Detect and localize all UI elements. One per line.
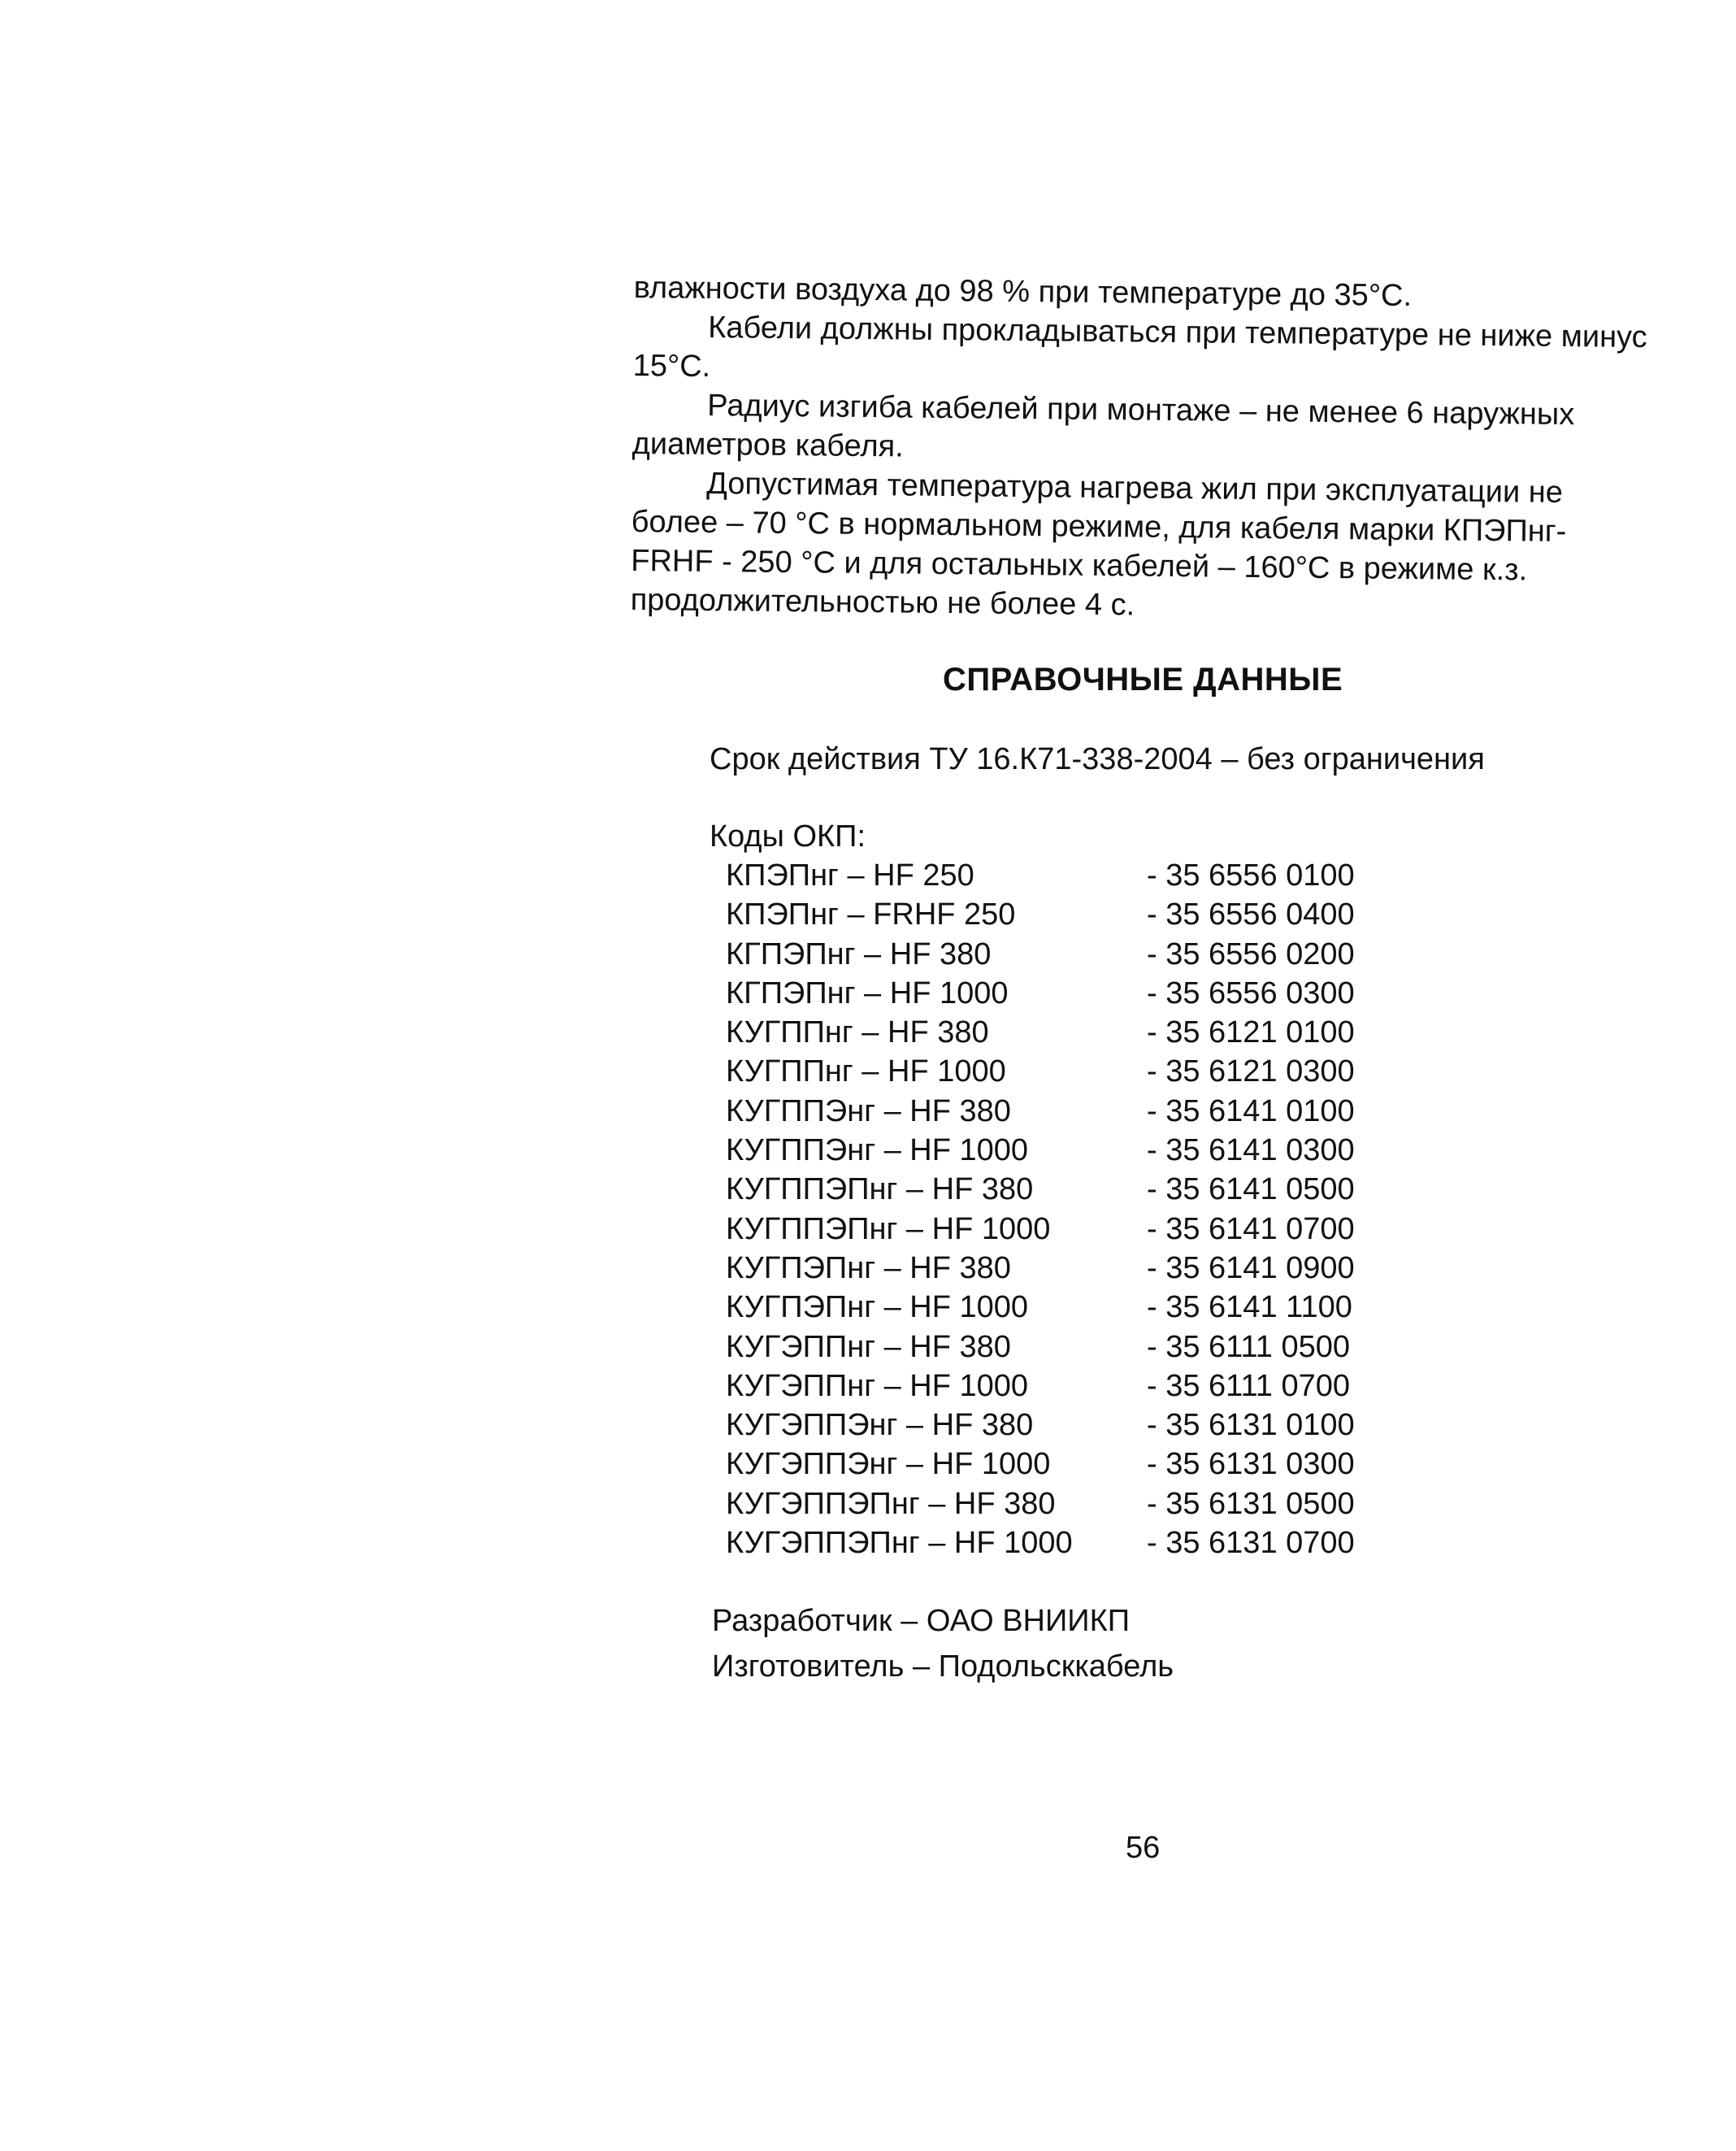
okp-code: - 35 6556 0300 [1147, 976, 1355, 1010]
cable-mark: КУГПЭПнг – HF 380 [726, 1250, 1011, 1285]
okp-code: - 35 6141 0500 [1147, 1172, 1355, 1207]
code-row [726, 1170, 1355, 1209]
cable-mark: КУГППЭнг – HF 380 [726, 1093, 1011, 1128]
okp-code: - 35 6121 0300 [1147, 1054, 1355, 1089]
code-row [726, 1092, 1355, 1131]
cable-mark: КУГППЭПнг – HF 380 [726, 1172, 1034, 1207]
section-heading: СПРАВОЧНЫЕ ДАННЫЕ [943, 662, 1343, 697]
okp-code: - 35 6141 0700 [1147, 1211, 1355, 1246]
code-row [726, 1052, 1355, 1091]
okp-code: - 35 6111 0700 [1147, 1368, 1351, 1403]
okp-code: - 35 6131 0300 [1147, 1447, 1355, 1482]
paragraph-heating-temperature: Допустимая температура нагрева жил при эксплуатации не более – 70 °С в нормальном режиме, для кабеля марки КПЭПнг-FRHF - 250 °С и для остальных кабелей – 160°С в режиме к.з. продолжительностью не более 4 с. [630, 466, 1567, 623]
okp-codes-table [726, 856, 1355, 1562]
credits [712, 1598, 1174, 1689]
cable-mark: КУГПЭПнг – HF 1000 [726, 1290, 1029, 1325]
code-row [726, 1406, 1355, 1445]
validity-term: Срок действия ТУ 16.К71-338-2004 – без ограничения [710, 742, 1485, 776]
code-row [726, 1445, 1355, 1484]
okp-code: - 35 6556 0400 [1147, 897, 1355, 932]
okp-code: - 35 6556 0200 [1147, 936, 1355, 971]
okp-code: - 35 6141 0100 [1147, 1093, 1355, 1128]
code-row [726, 974, 1355, 1013]
okp-code: - 35 6131 0100 [1147, 1408, 1355, 1443]
cable-mark: КУГЭППЭПнг – HF 380 [726, 1486, 1056, 1521]
cable-mark: КГПЭПнг – HF 1000 [726, 976, 1009, 1010]
developer-line: Разработчик – ОАО ВНИИКП [712, 1604, 1131, 1638]
cable-mark: КУГЭППнг – HF 380 [726, 1329, 1011, 1364]
okp-code: - 35 6556 0100 [1147, 858, 1355, 893]
okp-code: - 35 6131 0700 [1147, 1526, 1355, 1561]
code-row [726, 935, 1355, 974]
paragraph-laying-temperature: Кабели должны прокладываться при температуре не ниже минус 15°С. [632, 310, 1647, 384]
cable-mark: КПЭПнг – HF 250 [726, 858, 974, 893]
code-row [726, 1288, 1355, 1327]
cable-mark: КГПЭПнг – HF 380 [726, 936, 992, 971]
code-row [726, 1523, 1355, 1562]
code-row [726, 1131, 1355, 1170]
cable-mark: КУГППЭПнг – HF 1000 [726, 1211, 1051, 1246]
okp-code: - 35 6131 0500 [1147, 1486, 1355, 1521]
code-row [726, 1367, 1355, 1406]
manufacturer-line: Изготовитель – Подольсккабель [712, 1649, 1174, 1684]
body-text [630, 268, 1649, 630]
cable-mark: КУГЭППЭПнг – HF 1000 [726, 1526, 1073, 1561]
cable-mark: КУГЭППЭнг – HF 1000 [726, 1447, 1051, 1482]
code-row [726, 1484, 1355, 1523]
code-row [726, 1328, 1355, 1367]
code-row [726, 1210, 1355, 1249]
page-number: 56 [1126, 1831, 1161, 1865]
cable-mark: КУГЭППнг – HF 1000 [726, 1368, 1029, 1403]
okp-code: - 35 6141 0300 [1147, 1133, 1355, 1168]
cable-mark: КУГППЭнг – HF 1000 [726, 1133, 1029, 1168]
okp-code: - 35 6141 0900 [1147, 1250, 1355, 1285]
okp-codes-title: Коды ОКП: [710, 819, 866, 854]
paragraph-bend-radius: Радиус изгиба кабелей при монтаже – не менее 6 наружных диаметров кабеля. [631, 388, 1575, 464]
code-row [726, 1013, 1355, 1052]
cable-mark: КУГППнг – HF 1000 [726, 1054, 1006, 1089]
code-row [726, 1249, 1355, 1288]
okp-code: - 35 6111 0500 [1147, 1329, 1351, 1364]
code-row [726, 856, 1355, 895]
paragraph-humidity: влажности воздуха до 98 % при температуре до 35°С. [633, 270, 1413, 314]
cable-mark: КУГППнг – HF 380 [726, 1015, 989, 1050]
code-row [726, 895, 1355, 934]
okp-code: - 35 6121 0100 [1147, 1015, 1355, 1050]
cable-mark: КУГЭППЭнг – HF 380 [726, 1408, 1034, 1443]
cable-mark: КПЭПнг – FRHF 250 [726, 897, 1016, 932]
okp-code: - 35 6141 1100 [1147, 1290, 1352, 1325]
